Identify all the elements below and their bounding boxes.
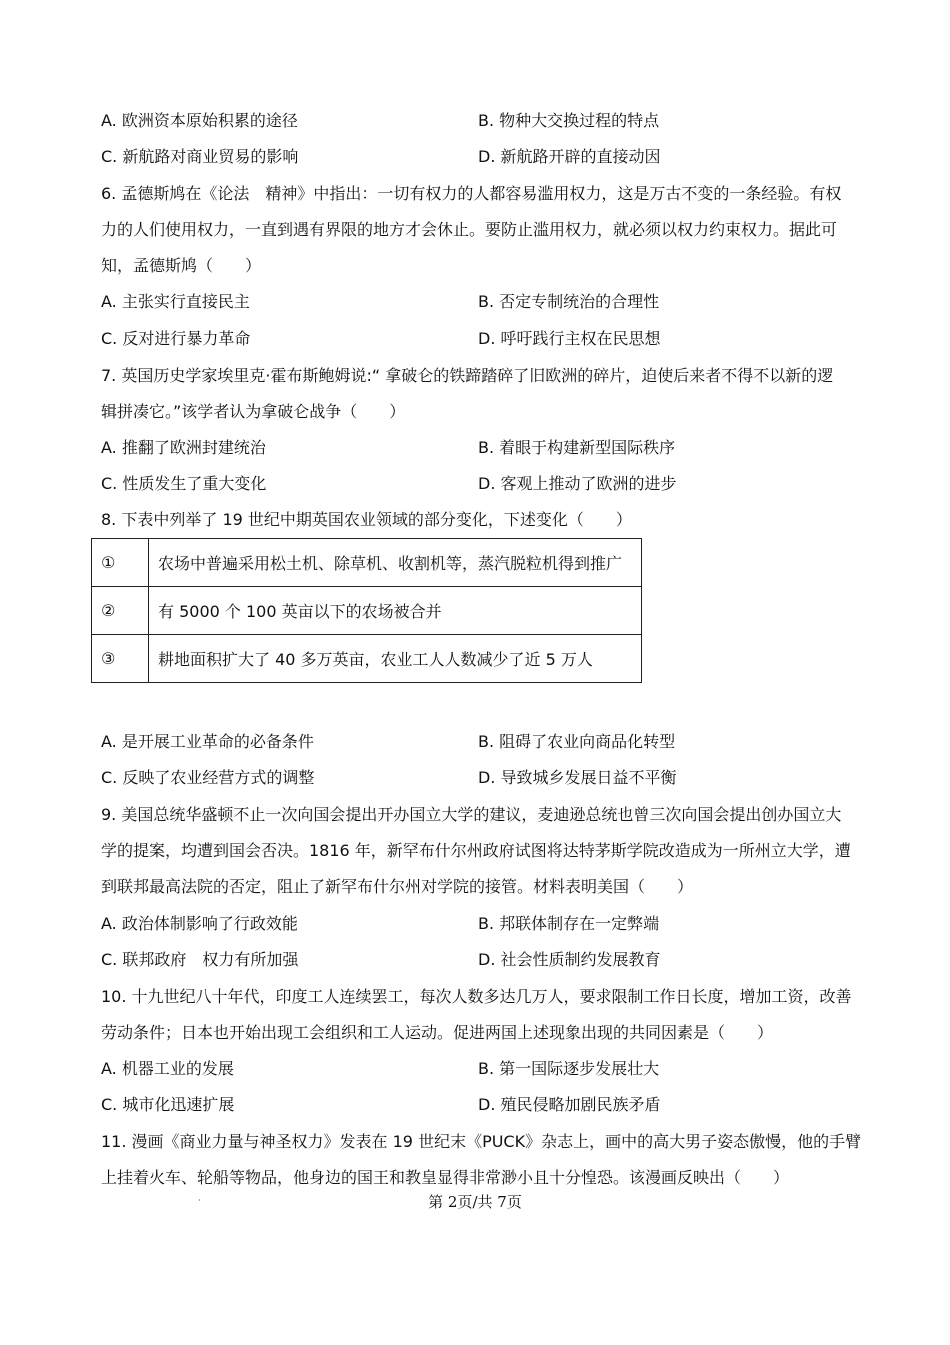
table-cell-num: ③ bbox=[92, 635, 149, 683]
q9-option-c: C. 联邦政府 权力有所加强 bbox=[101, 950, 299, 969]
q5-option-c: C. 新航路对商业贸易的影响 bbox=[101, 147, 299, 166]
table-cell-text: 有 5000 个 100 英亩以下的农场被合并 bbox=[149, 587, 642, 635]
q7-stem-line1: 7. 英国历史学家埃里克·霍布斯鲍姆说:“ 拿破仑的铁蹄踏碎了旧欧洲的碎片，迫使后来者不得不以新的逻 bbox=[101, 366, 834, 385]
q9-stem-line1: 9. 美国总统华盛顿不止一次向国会提出开办国立大学的建议，麦迪逊总统也曾三次向国会提出创办国立大 bbox=[101, 805, 842, 824]
table-row bbox=[92, 635, 642, 683]
table-cell-text: 耕地面积扩大了 40 多万英亩，农业工人人数减少了近 5 万人 bbox=[149, 635, 642, 683]
q8-option-c: C. 反映了农业经营方式的调整 bbox=[101, 768, 315, 787]
q9-stem-line3: 到联邦最高法院的否定，阻止了新罕布什尔州对学院的接管。材料表明美国（ ） bbox=[101, 877, 694, 896]
q6-stem-line1: 6. 孟德斯鸠在《论法 精神》中指出：一切有权力的人都容易滥用权力，这是万古不变的一条经验。有权 bbox=[101, 184, 842, 203]
q9-option-a: A. 政治体制影响了行政效能 bbox=[101, 914, 298, 933]
q10-option-c: C. 城市化迅速扩展 bbox=[101, 1095, 235, 1114]
q9-option-d: D. 社会性质制约发展教育 bbox=[478, 950, 661, 969]
q6-stem-line2: 力的人们使用权力，一直到遇有界限的地方才会休止。要防止滥用权力，就必须以权力约束权力。据此可 bbox=[101, 220, 838, 239]
q10-option-b: B. 第一国际逐步发展壮大 bbox=[478, 1059, 660, 1078]
q11-stem-line2: 上挂着火车、轮船等物品，他身边的国王和教皇显得非常渺小且十分惶恐。该漫画反映出（ ） bbox=[101, 1168, 790, 1187]
q8-option-a: A. 是开展工业革命的必备条件 bbox=[101, 732, 314, 751]
q5-option-a: A. 欧洲资本原始积累的途径 bbox=[101, 111, 298, 130]
q5-option-d: D. 新航路开辟的直接动因 bbox=[478, 147, 661, 166]
q8-option-d: D. 导致城乡发展日益不平衡 bbox=[478, 768, 677, 787]
q5-option-b: B. 物种大交换过程的特点 bbox=[478, 111, 660, 130]
q6-option-c: C. 反对进行暴力革命 bbox=[101, 329, 251, 348]
table-cell-num: ① bbox=[92, 539, 149, 587]
table-row bbox=[92, 539, 642, 587]
q7-option-b: B. 着眼于构建新型国际秩序 bbox=[478, 438, 676, 457]
q6-option-d: D. 呼吁践行主权在民思想 bbox=[478, 329, 661, 348]
q6-option-b: B. 否定专制统治的合理性 bbox=[478, 292, 660, 311]
q8-option-b: B. 阻碍了农业向商品化转型 bbox=[478, 732, 676, 751]
q6-stem-line3: 知，孟德斯鸠（ ） bbox=[101, 256, 262, 275]
q7-option-d: D. 客观上推动了欧洲的进步 bbox=[478, 474, 677, 493]
q10-option-a: A. 机器工业的发展 bbox=[101, 1059, 234, 1078]
q10-stem-line2: 劳动条件；日本也开始出现工会组织和工人运动。促进两国上述现象出现的共同因素是（ ） bbox=[101, 1023, 774, 1042]
q8-table bbox=[91, 538, 642, 683]
q10-stem-line1: 10. 十九世纪八十年代，印度工人连续罢工，每次人数多达几万人，要求限制工作日长度，增加工资，改善 bbox=[101, 987, 852, 1006]
q10-option-d: D. 殖民侵略加剧民族矛盾 bbox=[478, 1095, 661, 1114]
q6-option-a: A. 主张实行直接民主 bbox=[101, 292, 250, 311]
page-number: 第 2页/共 7页 bbox=[428, 1193, 522, 1211]
q9-stem-line2: 学的提案，均遭到国会否决。1816 年，新罕布什尔州政府试图将达特茅斯学院改造成为一所州立大学，遭 bbox=[101, 841, 851, 860]
q7-option-a: A. 推翻了欧洲封建统治 bbox=[101, 438, 266, 457]
stray-dot: · bbox=[198, 1196, 201, 1205]
table-cell-text: 农场中普遍采用松土机、除草机、收割机等，蒸汽脱粒机得到推广 bbox=[149, 539, 642, 587]
q7-option-c: C. 性质发生了重大变化 bbox=[101, 474, 267, 493]
q11-stem-line1: 11. 漫画《商业力量与神圣权力》发表在 19 世纪末《PUCK》杂志上，画中的高大男子姿态傲慢，他的手臂 bbox=[101, 1132, 862, 1151]
table-cell-num: ② bbox=[92, 587, 149, 635]
q7-stem-line2: 辑拼凑它。”该学者认为拿破仑战争（ ） bbox=[101, 402, 406, 421]
q8-stem-line1: 8. 下表中列举了 19 世纪中期英国农业领域的部分变化，下述变化（ ） bbox=[101, 510, 632, 529]
q9-option-b: B. 邦联体制存在一定弊端 bbox=[478, 914, 660, 933]
table-row bbox=[92, 587, 642, 635]
